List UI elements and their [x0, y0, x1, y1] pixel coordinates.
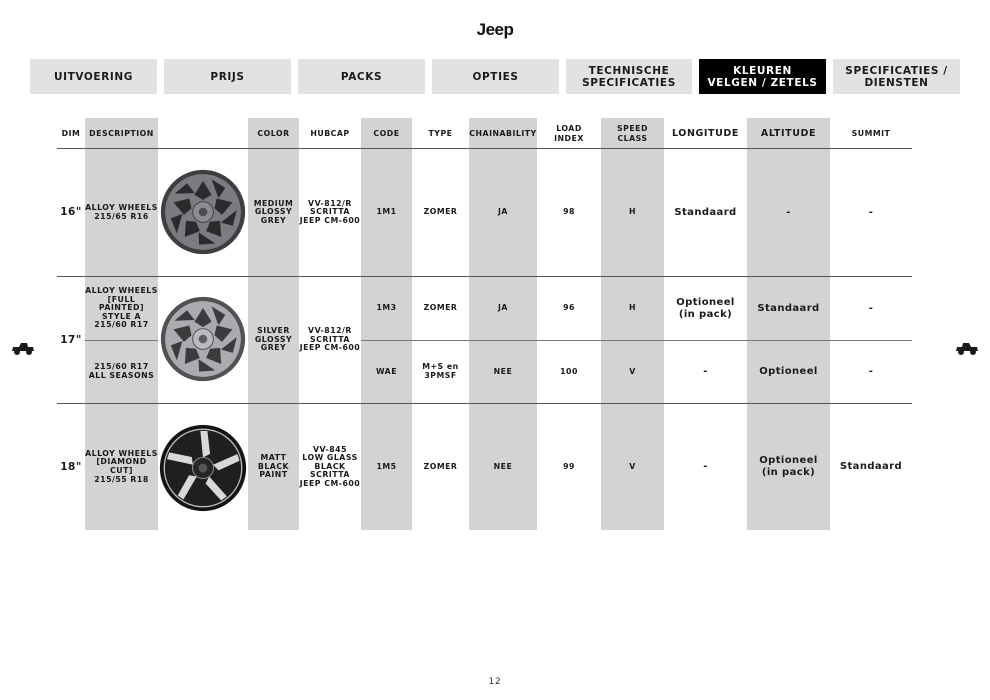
wheel-image-silver-glossy-grey: [160, 296, 246, 382]
longitude-cell: -: [703, 461, 708, 472]
longitude-cell: -: [703, 366, 708, 377]
chainability-cell: JA: [498, 303, 508, 313]
tab-uitvoering[interactable]: UITVOERING: [30, 59, 157, 94]
chainability-cell: NEE: [493, 461, 513, 471]
header-chainability: CHAINABILITY: [469, 128, 537, 138]
tab-prijs[interactable]: PRIJS: [164, 59, 291, 94]
header-altitude: ALTITUDE: [760, 127, 817, 139]
code-cell: 1M1: [376, 207, 397, 217]
altitude-cell: -: [786, 206, 791, 218]
brand-logo: Jeep: [476, 20, 514, 39]
header-description: DESCRIPTION: [89, 128, 154, 138]
altitude-cell: Optioneel: [759, 366, 818, 377]
description-cell: ALLOY WHEELS [DIAMOND CUT] 215/55 R18: [85, 448, 158, 484]
tab-technische-specificaties[interactable]: TECHNISCHE SPECIFICATIES: [566, 59, 692, 94]
dim-value: 17": [60, 333, 82, 346]
longitude-cell: Standaard: [674, 206, 737, 218]
summit-cell: -: [868, 206, 874, 218]
tab-opties[interactable]: OPTIES: [432, 59, 559, 94]
dim-value: 16": [60, 206, 82, 219]
type-cell: ZOMER: [423, 303, 458, 313]
color-cell: SILVER GLOSSY GREY: [254, 326, 293, 353]
description-cell: 215/60 R17 ALL SEASONS: [88, 362, 155, 380]
hubcap-cell: VV-812/R SCRITTA JEEP CM-600: [299, 198, 361, 225]
type-cell: M+S en 3PMSF: [422, 362, 459, 380]
longitude-cell: Optioneel (in pack): [676, 296, 735, 320]
type-cell: ZOMER: [423, 461, 458, 471]
wheel-image-matt-black-diamond-cut: [159, 424, 247, 512]
header-dim: DIM: [61, 128, 81, 138]
type-cell: ZOMER: [423, 207, 458, 217]
jeep-prev-page-icon[interactable]: [11, 342, 35, 356]
jeep-next-page-icon[interactable]: [955, 342, 979, 356]
header-load-index: LOAD INDEX: [554, 123, 584, 143]
color-cell: MATT BLACK PAINT: [257, 453, 290, 480]
altitude-cell: Standaard: [757, 302, 820, 314]
dim-value: 18": [60, 460, 82, 473]
code-cell: 1M5: [376, 461, 397, 471]
chainability-cell: JA: [498, 207, 508, 217]
color-cell: MEDIUM GLOSSY GREY: [253, 198, 294, 225]
description-cell: ALLOY WHEELS 215/65 R16: [85, 202, 158, 221]
load-index-cell: 99: [563, 461, 575, 471]
summit-cell: Standaard: [839, 461, 903, 472]
load-index-cell: 98: [563, 207, 575, 217]
code-cell: 1M3: [376, 303, 397, 313]
header-speed-class: SPEED CLASS: [617, 123, 648, 143]
page-number: 12: [488, 677, 502, 687]
speed-class-cell: V: [629, 366, 636, 376]
altitude-cell: Optioneel (in pack): [759, 455, 818, 478]
tab-specificaties-diensten[interactable]: SPECIFICATIES / DIENSTEN: [833, 59, 960, 94]
header-code: CODE: [373, 128, 400, 138]
speed-class-cell: V: [629, 461, 636, 471]
description-cell: ALLOY WHEELS [FULL PAINTED] STYLE A 215/60 R17: [85, 286, 158, 330]
code-cell: WAE: [375, 366, 398, 376]
load-index-cell: 96: [563, 303, 575, 313]
header-hubcap: HUBCAP: [310, 128, 350, 138]
header-longitude: LONGITUDE: [671, 127, 740, 139]
hubcap-cell: VV-812/R SCRITTA JEEP CM-600: [299, 326, 361, 353]
load-index-cell: 100: [560, 366, 578, 376]
header-type: TYPE: [428, 128, 453, 138]
header-summit: SUMMIT: [851, 128, 891, 138]
summit-cell: -: [868, 366, 874, 377]
speed-class-cell: H: [628, 207, 637, 217]
speed-class-cell: H: [628, 303, 637, 313]
summit-cell: -: [868, 302, 874, 314]
tab-packs[interactable]: PACKS: [298, 59, 425, 94]
header-color: COLOR: [257, 128, 290, 138]
chainability-cell: NEE: [493, 366, 513, 376]
hubcap-cell: VV-845 LOW GLASS BLACK SCRITTA JEEP CM-600: [299, 444, 361, 488]
tab-kleuren-velgen-zetels[interactable]: KLEUREN VELGEN / ZETELS: [699, 59, 826, 94]
wheel-image-medium-glossy-grey: [160, 169, 246, 255]
